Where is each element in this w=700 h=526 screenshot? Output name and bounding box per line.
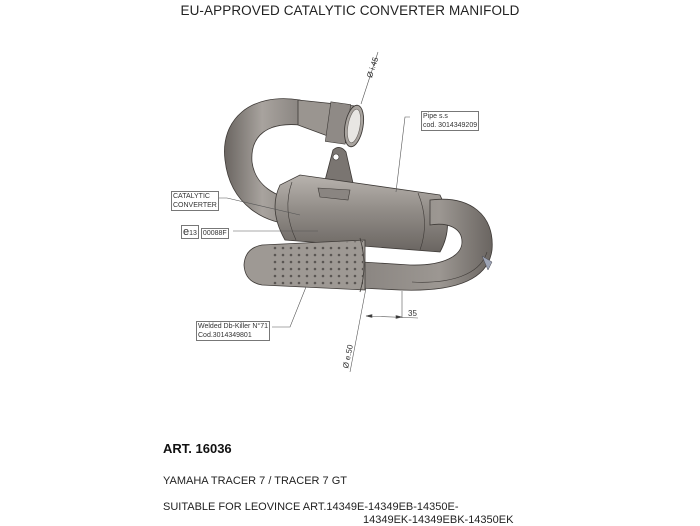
vehicle-model: YAMAHA TRACER 7 / TRACER 7 GT [163, 475, 347, 487]
e-mark-letter: e [183, 226, 190, 238]
inlet-pipe [298, 100, 367, 148]
catalytic-callout-line2: CONVERTER [173, 202, 217, 209]
e-mark-badge [181, 225, 199, 239]
inlet-diameter-dimension: Ø i.45 [365, 55, 381, 80]
db-killer-perforated [244, 238, 365, 292]
catalytic-converter-callout [171, 191, 219, 211]
homologation-code: 00088F [202, 230, 227, 237]
db-killer-callout [196, 321, 270, 341]
compatibility-line-2: 14349EK-14349EBK-14350EK [363, 514, 514, 526]
page-title: EU-APPROVED CATALYTIC CONVERTER MANIFOLD [180, 3, 520, 18]
db-killer-callout-name: Welded Db-Killer N°71 [198, 323, 268, 330]
compatibility-line-1: SUITABLE FOR LEOVINCE ART.14349E-14349EB-14350E- [163, 501, 459, 513]
catalytic-callout-line1: CATALYTIC [173, 193, 210, 200]
db-killer-callout-code: Cod.3014349801 [198, 332, 252, 339]
pipe-callout-material: Pipe s.s [423, 113, 448, 120]
pipe-callout [421, 111, 479, 131]
length-dimension: 35 [408, 309, 417, 318]
homologation-callout [181, 225, 229, 239]
pipe-callout-code: cod. 3014349209 [423, 122, 478, 129]
outlet-diameter-dimension: Ø e.50 [341, 343, 355, 370]
e-mark-number: 13 [189, 230, 197, 237]
article-number: ART. 16036 [163, 441, 232, 456]
